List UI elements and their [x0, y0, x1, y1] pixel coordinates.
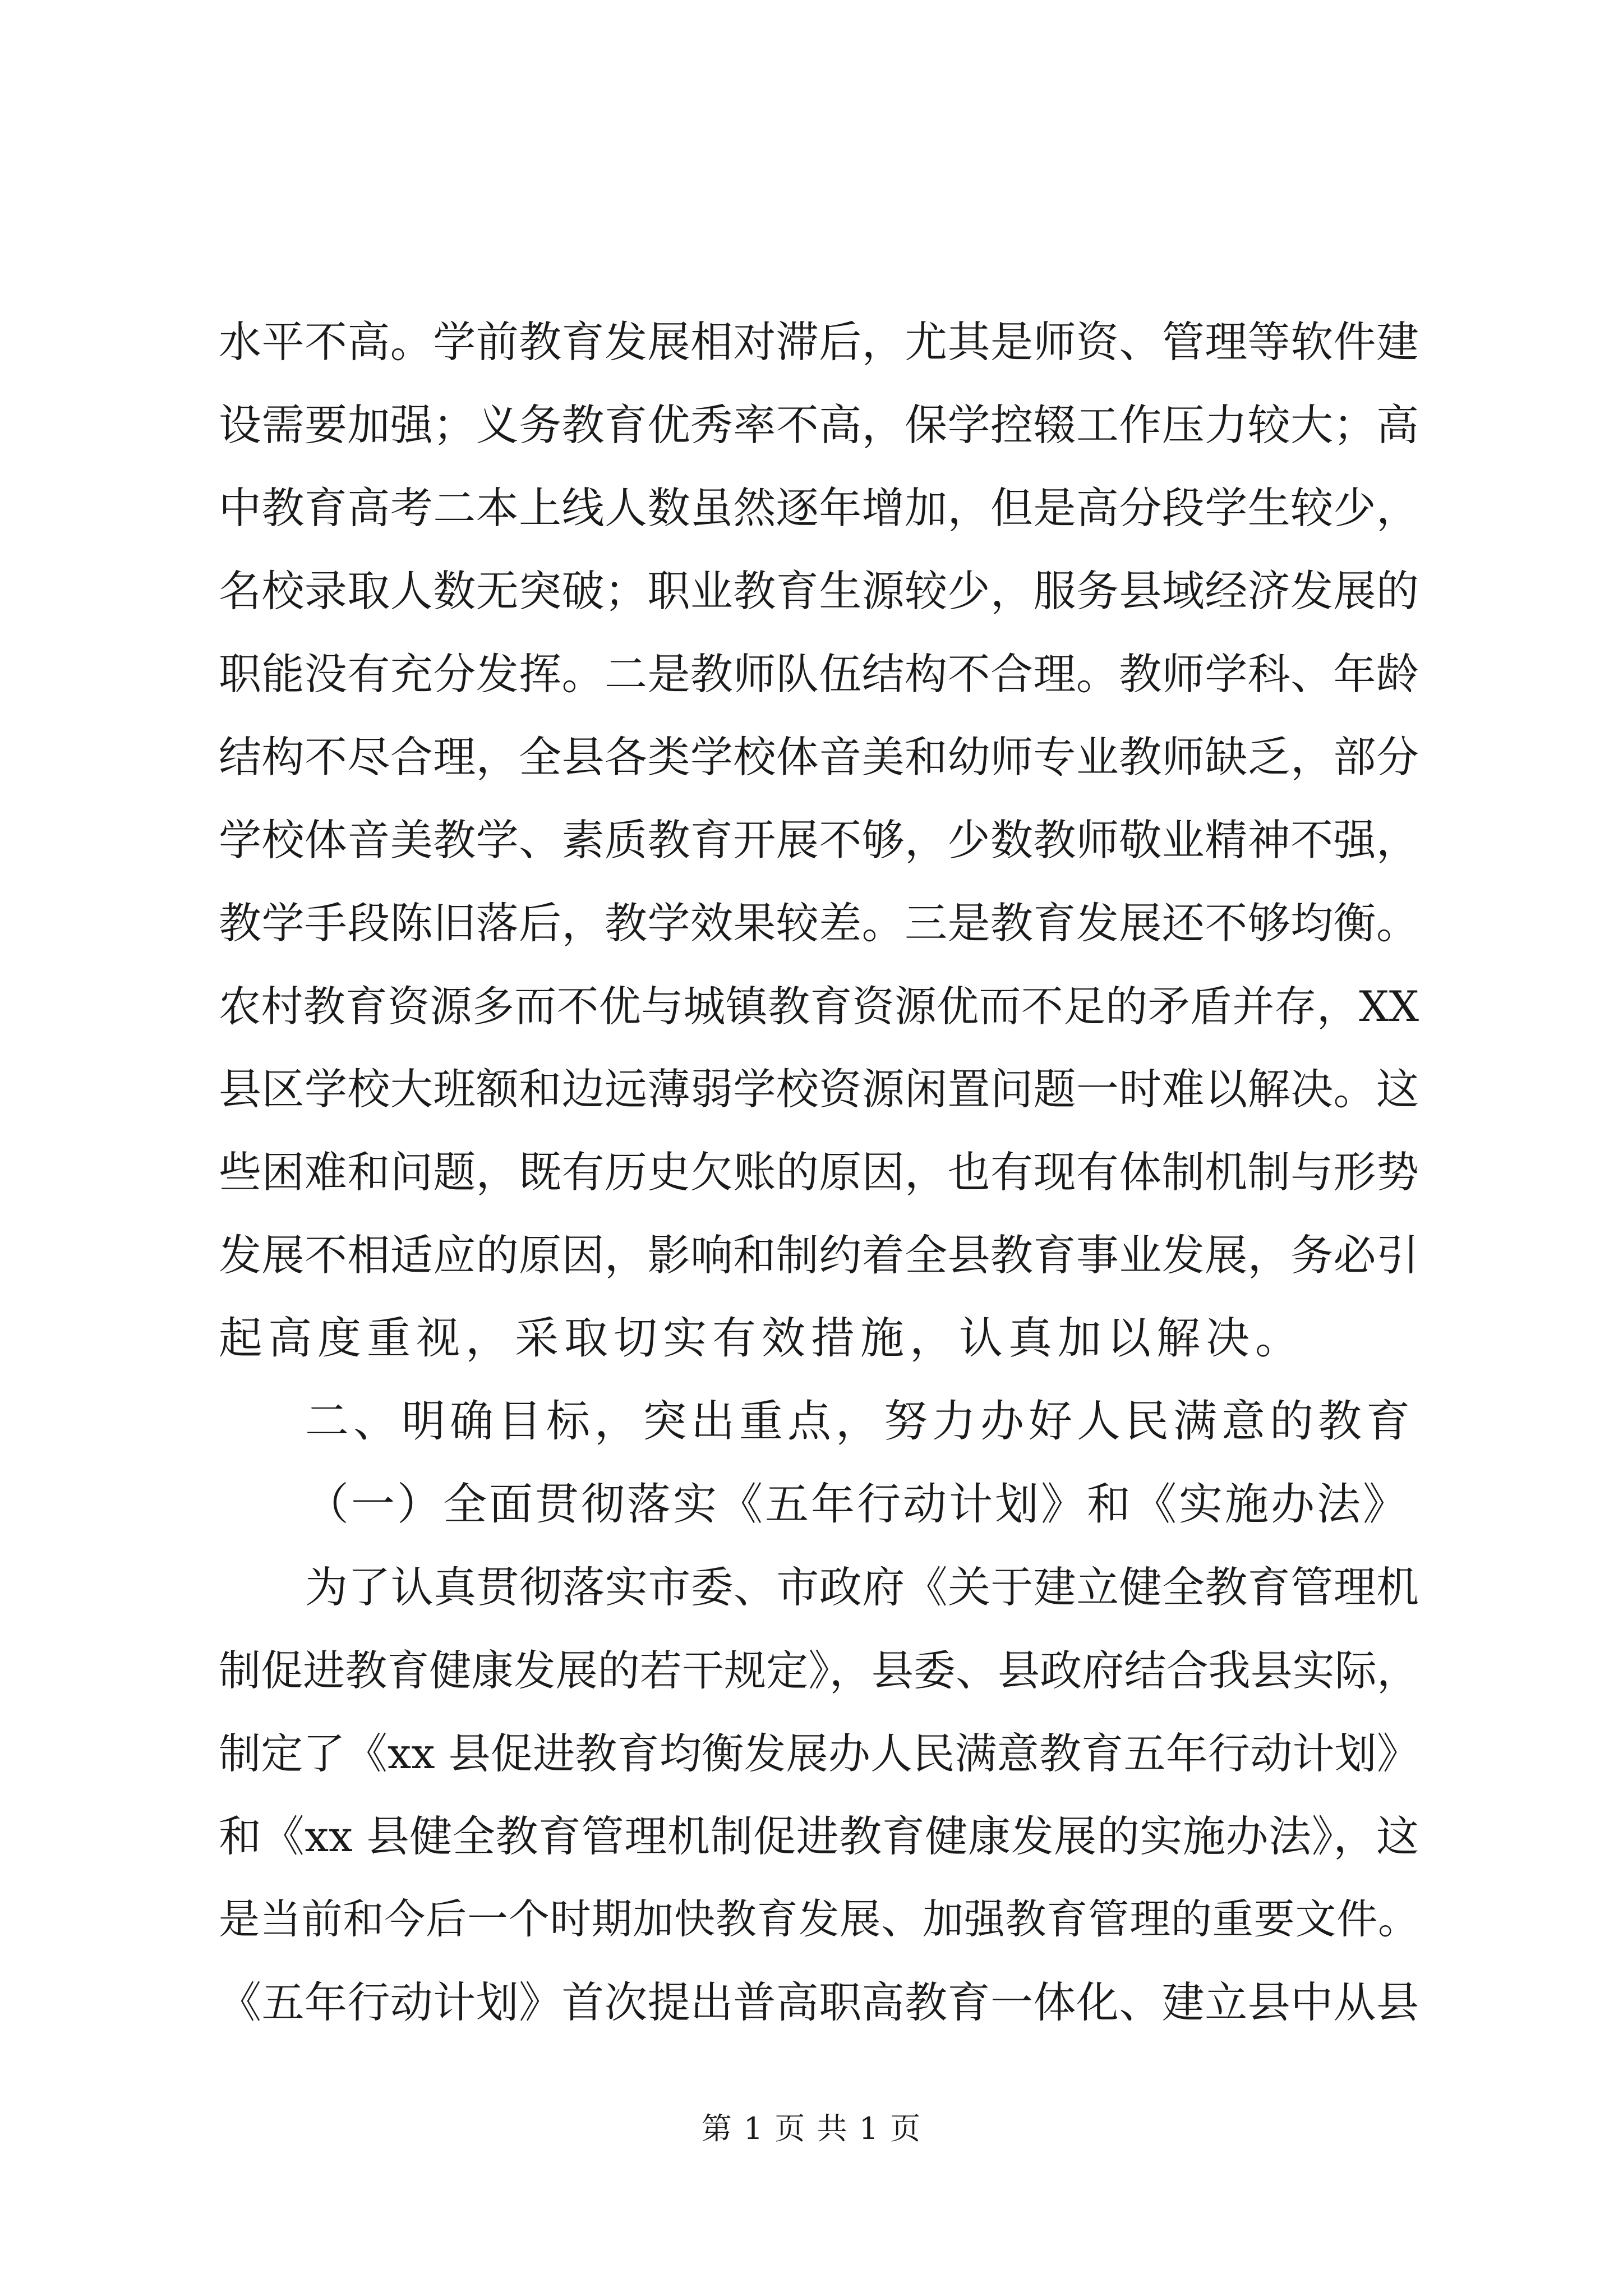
- page-footer: 第 1 页 共 1 页: [701, 2111, 922, 2146]
- paragraph-line: 结构不尽合理，全县各类学校体音美和幼师专业教师缺乏，部分: [219, 732, 1419, 782]
- paragraph-line: 名校录取人数无突破；职业教育生源较少，服务县域经济发展的: [219, 566, 1419, 616]
- paragraph-line: 些困难和问题，既有历史欠账的原因，也有现有体制机制与形势: [219, 1147, 1419, 1197]
- paragraph-line: 制促进教育健康发展的若干规定》，县委、县政府结合我县实际，: [219, 1646, 1419, 1695]
- paragraph-line: 发展不相适应的原因，影响和制约着全县教育事业发展，务必引: [219, 1230, 1419, 1280]
- paragraph-line: 《五年行动计划》首次提出普高职高教育一体化、建立县中从县: [219, 1977, 1419, 2027]
- paragraph-line: 学校体音美教学、素质教育开展不够，少数教师敬业精神不强，: [219, 815, 1419, 865]
- paragraph-line: 农村教育资源多而不优与城镇教育资源优而不足的矛盾并存，XX: [219, 982, 1419, 1031]
- paragraph-line: 中教育高考二本上线人数虽然逐年增加，但是高分段学生较少，: [219, 483, 1419, 533]
- paragraph-line: 是当前和今后一个时期加快教育发展、加强教育管理的重要文件。: [219, 1895, 1419, 1943]
- paragraph-line: 和《xx 县健全教育管理机制促进教育健康发展的实施办法》，这: [219, 1811, 1419, 1861]
- paragraph-line: 制定了《xx 县促进教育均衡发展办人民满意教育五年行动计划》: [219, 1729, 1419, 1778]
- paragraph-line: 设需要加强；义务教育优秀率不高，保学控辍工作压力较大；高: [219, 400, 1419, 450]
- paragraph-line: 县区学校大班额和边远薄弱学校资源闲置问题一时难以解决。这: [219, 1064, 1419, 1114]
- paragraph-line: 水平不高。学前教育发展相对滞后，尤其是师资、管理等软件建: [219, 317, 1419, 367]
- section-heading: 二、明确目标，突出重点，努力办好人民满意的教育: [305, 1396, 1415, 1447]
- paragraph-line: 教学手段陈旧落后，教学效果较差。三是教育发展还不够均衡。: [219, 898, 1419, 948]
- paragraph-line: 起高度重视，采取切实有效措施，认真加以解决。: [219, 1313, 1305, 1364]
- subsection-heading: （一）全面贯彻落实《五年行动计划》和《实施办法》: [305, 1479, 1409, 1530]
- paragraph-line: 为了认真贯彻落实市委、市政府《关于建立健全教育管理机: [305, 1562, 1419, 1612]
- paragraph-line: 职能没有充分发挥。二是教师队伍结构不合理。教师学科、年龄: [219, 649, 1419, 699]
